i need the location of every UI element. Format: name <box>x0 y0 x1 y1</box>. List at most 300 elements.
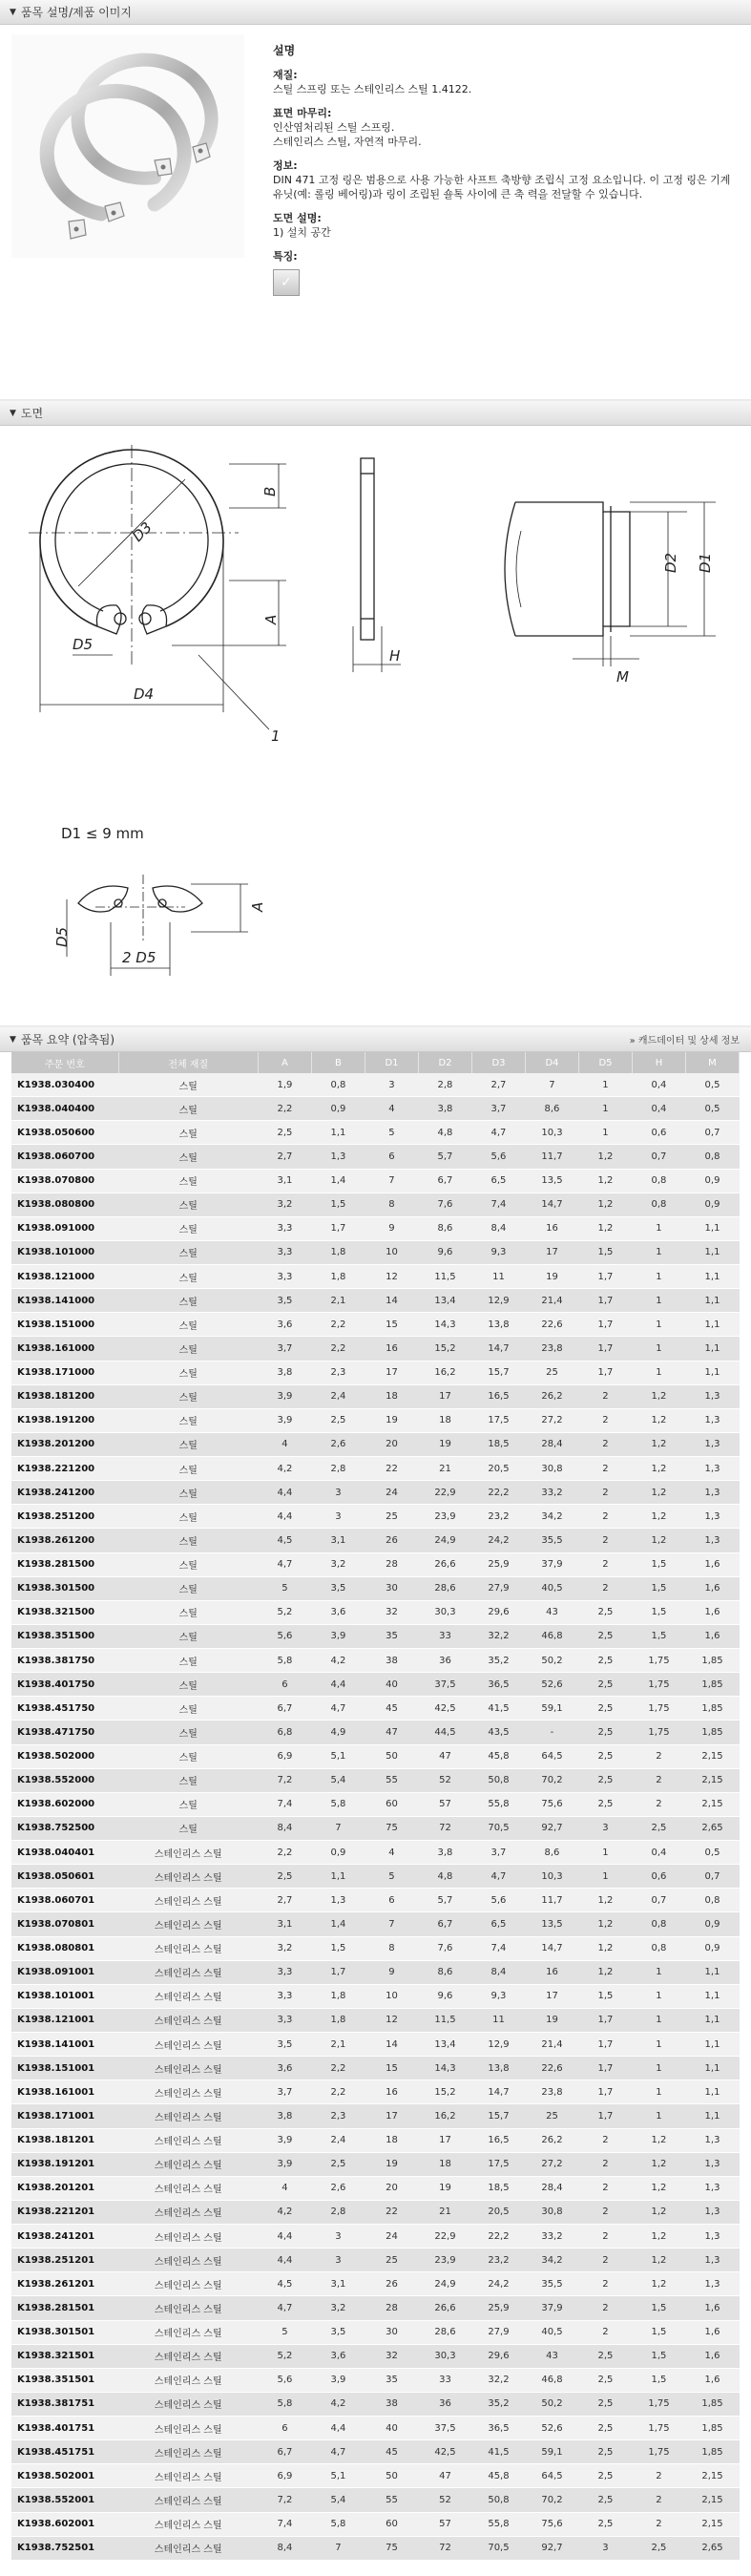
table-row[interactable] <box>11 1193 740 1216</box>
dimension-cell: 5,1 <box>311 2464 365 2488</box>
dimension-cell: 3,6 <box>311 1600 365 1624</box>
dimension-cell: 7,4 <box>471 1193 525 1216</box>
dimension-cell: 2 <box>578 1457 632 1481</box>
order-number-cell[interactable]: K1938.040401 <box>11 1841 118 1865</box>
table-row[interactable] <box>11 2320 740 2344</box>
dimension-cell: 8,6 <box>418 1960 471 1984</box>
dimension-cell: 16 <box>365 1337 418 1361</box>
dimension-cell: 4,2 <box>311 1649 365 1673</box>
dimension-cell: 75,6 <box>525 1792 578 1816</box>
order-number-cell[interactable]: K1938.752501 <box>11 2536 118 2560</box>
collapse-triangle-icon[interactable]: ▼ <box>10 408 16 418</box>
dimension-cell: 16 <box>525 1216 578 1240</box>
cad-data-link[interactable]: » 캐드데이터 및 상세 정보 <box>629 1036 740 1046</box>
table-row[interactable] <box>11 2296 740 2320</box>
dimension-cell: 20 <box>365 1432 418 1456</box>
order-number-cell[interactable]: K1938.351501 <box>11 2368 118 2392</box>
dimension-cell: 6,8 <box>258 1721 311 1744</box>
dimension-cell: 1,85 <box>685 2417 739 2440</box>
order-number-cell[interactable]: K1938.752500 <box>11 1816 118 1840</box>
order-number-cell[interactable]: K1938.030400 <box>11 1073 118 1097</box>
dimension-cell: 34,2 <box>525 2249 578 2272</box>
collapse-triangle-icon[interactable]: ▼ <box>10 1034 16 1045</box>
order-number-cell[interactable]: K1938.101000 <box>11 1240 118 1264</box>
dimension-cell: 1,8 <box>311 1984 365 2008</box>
dimension-cell: 1 <box>578 1121 632 1145</box>
order-number-cell[interactable]: K1938.080800 <box>11 1193 118 1216</box>
dimension-cell: 3,3 <box>258 1240 311 1264</box>
dimension-cell: 2,7 <box>258 1145 311 1169</box>
dimension-cell: 5,6 <box>258 1624 311 1648</box>
dimension-cell: 2,1 <box>311 2033 365 2057</box>
dimension-cell: 36 <box>418 2392 471 2416</box>
table-row[interactable] <box>11 1289 740 1313</box>
order-number-cell[interactable]: K1938.201200 <box>11 1432 118 1456</box>
dimension-cell: 2,5 <box>258 1121 311 1145</box>
table-row[interactable] <box>11 1265 740 1289</box>
dimension-cell: 2 <box>578 1408 632 1432</box>
dimension-cell: 46,8 <box>525 1624 578 1648</box>
table-row[interactable] <box>11 1097 740 1121</box>
order-number-cell[interactable]: K1938.261201 <box>11 2272 118 2296</box>
dimension-cell: 55 <box>365 1768 418 1792</box>
dimension-cell: 0,4 <box>632 1841 685 1865</box>
material-cell: 스테인리스 스틸 <box>118 2080 258 2104</box>
table-row[interactable] <box>11 2392 740 2416</box>
table-row[interactable] <box>11 2152 740 2176</box>
dimension-cell: 1,8 <box>311 1240 365 1264</box>
table-row[interactable] <box>11 2272 740 2296</box>
table-row[interactable] <box>11 1361 740 1384</box>
dimension-cell: 13,5 <box>525 1912 578 1936</box>
dimension-cell: 2,4 <box>311 1384 365 1408</box>
dimension-cell: 2,5 <box>578 2368 632 2392</box>
table-row[interactable] <box>11 1960 740 1984</box>
order-number-cell[interactable]: K1938.321501 <box>11 2344 118 2368</box>
order-number-cell[interactable]: K1938.301500 <box>11 1576 118 1600</box>
dimension-cell: 1,5 <box>632 1600 685 1624</box>
dimension-cell: 1,4 <box>311 1912 365 1936</box>
table-row[interactable] <box>11 2176 740 2200</box>
drawing-panel <box>0 401 751 1025</box>
dimension-cell: 2,7 <box>258 1889 311 1912</box>
dimension-cell: 1,1 <box>685 2033 739 2057</box>
material-cell: 스테인리스 스틸 <box>118 2249 258 2272</box>
table-row[interactable] <box>11 2440 740 2464</box>
table-row[interactable] <box>11 1384 740 1408</box>
dimension-cell: 2,5 <box>311 1408 365 1432</box>
table-row[interactable] <box>11 2128 740 2152</box>
table-row[interactable] <box>11 1313 740 1337</box>
order-number-cell[interactable]: K1938.401750 <box>11 1673 118 1697</box>
dimension-cell: 3,9 <box>258 1408 311 1432</box>
order-number-cell[interactable]: K1938.060701 <box>11 1889 118 1912</box>
material-cell: 스틸 <box>118 1576 258 1600</box>
dimension-cell: 1,6 <box>685 1600 739 1624</box>
material-cell: 스틸 <box>118 1432 258 1456</box>
dimension-cell: 50,2 <box>525 1649 578 1673</box>
dimension-cell: 23,2 <box>471 1505 525 1529</box>
dimension-cell: 1,1 <box>685 1216 739 1240</box>
order-number-cell[interactable]: K1938.251200 <box>11 1505 118 1529</box>
dimension-cell: 7 <box>365 1169 418 1193</box>
dimension-cell: 2,5 <box>311 2152 365 2176</box>
dimension-cell: 1 <box>632 1216 685 1240</box>
order-number-cell[interactable]: K1938.221200 <box>11 1457 118 1481</box>
dimension-cell: 14 <box>365 1289 418 1313</box>
dimension-cell: 3,5 <box>311 1576 365 1600</box>
dimension-cell: 2,5 <box>578 1744 632 1768</box>
dimension-cell: 2 <box>578 1529 632 1552</box>
table-row[interactable] <box>11 1216 740 1240</box>
dimension-cell: 2 <box>578 2272 632 2296</box>
table-row[interactable] <box>11 1169 740 1193</box>
order-number-cell[interactable]: K1938.171001 <box>11 2104 118 2128</box>
dimension-cell: 55 <box>365 2488 418 2512</box>
table-row[interactable] <box>11 2225 740 2249</box>
table-row[interactable] <box>11 1649 740 1673</box>
material-cell: 스틸 <box>118 1792 258 1816</box>
table-row[interactable] <box>11 1768 740 1792</box>
column-header[interactable]: H <box>632 1052 685 1073</box>
dimension-cell: 1,2 <box>632 2176 685 2200</box>
table-row[interactable] <box>11 2104 740 2128</box>
dimension-cell: 72 <box>418 1816 471 1840</box>
material-cell: 스테인리스 스틸 <box>118 2417 258 2440</box>
table-row[interactable] <box>11 1865 740 1889</box>
dimension-cell: 1,85 <box>685 1649 739 1673</box>
order-number-cell[interactable]: K1938.050600 <box>11 1121 118 1145</box>
material-cell: 스틸 <box>118 1097 258 1121</box>
table-row[interactable] <box>11 1792 740 1816</box>
order-number-cell[interactable]: K1938.281500 <box>11 1552 118 1576</box>
dimension-cell: - <box>525 1721 578 1744</box>
order-number-cell[interactable]: K1938.091001 <box>11 1960 118 1984</box>
order-number-cell[interactable]: K1938.552000 <box>11 1768 118 1792</box>
table-row[interactable] <box>11 1744 740 1768</box>
material-cell: 스틸 <box>118 1337 258 1361</box>
dimension-cell: 2,2 <box>258 1841 311 1865</box>
order-number-cell[interactable]: K1938.080801 <box>11 1936 118 1960</box>
order-number-cell[interactable]: K1938.241201 <box>11 2225 118 2249</box>
table-row[interactable] <box>11 1816 740 1840</box>
dimension-cell: 11 <box>471 1265 525 1289</box>
order-number-cell[interactable]: K1938.381751 <box>11 2392 118 2416</box>
table-row[interactable] <box>11 1240 740 1264</box>
material-cell: 스틸 <box>118 1121 258 1145</box>
dimension-cell: 3,6 <box>258 2057 311 2080</box>
dimension-cell: 0,8 <box>632 1912 685 1936</box>
dimension-cell: 1,2 <box>578 1169 632 1193</box>
dimension-cell: 1,2 <box>632 2152 685 2176</box>
column-header[interactable]: B <box>311 1052 365 1073</box>
column-header[interactable]: M <box>685 1052 739 1073</box>
dimension-cell: 1,1 <box>685 1361 739 1384</box>
dimension-cell: 0,7 <box>685 1121 739 1145</box>
checkmark-icon[interactable]: ✓ <box>273 269 300 296</box>
table-row[interactable] <box>11 1552 740 1576</box>
dimension-cell: 1,5 <box>311 1193 365 1216</box>
description-panel <box>0 0 751 399</box>
dimension-cell: 4 <box>365 1097 418 1121</box>
dimension-cell: 0,5 <box>685 1841 739 1865</box>
table-row[interactable] <box>11 1145 740 1169</box>
dimension-cell: 0,9 <box>311 1097 365 1121</box>
section-header-drawing[interactable] <box>0 401 751 426</box>
order-number-cell[interactable]: K1938.091000 <box>11 1216 118 1240</box>
order-number-cell[interactable]: K1938.502000 <box>11 1744 118 1768</box>
column-header[interactable]: D1 <box>365 1052 418 1073</box>
order-number-cell[interactable]: K1938.451751 <box>11 2440 118 2464</box>
table-row[interactable] <box>11 1673 740 1697</box>
order-number-cell[interactable]: K1938.121000 <box>11 1265 118 1289</box>
dimension-cell: 7 <box>365 1912 418 1936</box>
order-number-cell[interactable]: K1938.351500 <box>11 1624 118 1648</box>
dimension-cell: 7,2 <box>258 1768 311 1792</box>
order-number-cell[interactable]: K1938.141000 <box>11 1289 118 1313</box>
column-header[interactable]: 주문 번호 <box>11 1052 118 1073</box>
dimension-cell: 1,5 <box>578 1984 632 2008</box>
order-number-cell[interactable]: K1938.251201 <box>11 2249 118 2272</box>
dimension-cell: 15,7 <box>471 2104 525 2128</box>
dimension-cell: 2,15 <box>685 1744 739 1768</box>
order-number-cell[interactable]: K1938.401751 <box>11 2417 118 2440</box>
table-row[interactable] <box>11 1576 740 1600</box>
table-row[interactable] <box>11 2033 740 2057</box>
order-number-cell[interactable]: K1938.451750 <box>11 1697 118 1721</box>
order-number-cell[interactable]: K1938.070800 <box>11 1169 118 1193</box>
dimension-cell: 1,3 <box>685 1481 739 1505</box>
order-number-cell[interactable]: K1938.161001 <box>11 2080 118 2104</box>
dimension-cell: 47 <box>418 1744 471 1768</box>
dimension-cell: 23,8 <box>525 2080 578 2104</box>
label-B: B <box>261 486 279 496</box>
table-row[interactable] <box>11 2008 740 2032</box>
order-number-cell[interactable]: K1938.050601 <box>11 1865 118 1889</box>
dimension-cell: 6,7 <box>418 1169 471 1193</box>
dimension-cell: 1,7 <box>578 1289 632 1313</box>
table-row[interactable] <box>11 1936 740 1960</box>
table-row[interactable] <box>11 2512 740 2536</box>
order-number-cell[interactable]: K1938.040400 <box>11 1097 118 1121</box>
table-row[interactable] <box>11 2200 740 2224</box>
order-number-cell[interactable]: K1938.471750 <box>11 1721 118 1744</box>
dimension-cell: 4,8 <box>418 1865 471 1889</box>
table-row[interactable] <box>11 2057 740 2080</box>
dimension-cell: 6 <box>365 1889 418 1912</box>
dimension-cell: 18 <box>365 1384 418 1408</box>
dimension-cell: 1,7 <box>578 2057 632 2080</box>
dimension-cell: 16,5 <box>471 1384 525 1408</box>
dimension-cell: 9 <box>365 1216 418 1240</box>
dimension-cell: 4,7 <box>471 1865 525 1889</box>
dimension-cell: 6 <box>365 1145 418 1169</box>
dimension-cell: 57 <box>418 2512 471 2536</box>
table-row[interactable] <box>11 1721 740 1744</box>
dimension-cell: 30 <box>365 2320 418 2344</box>
material-cell: 스테인리스 스틸 <box>118 1960 258 1984</box>
table-row[interactable] <box>11 2368 740 2392</box>
dimension-cell: 3 <box>311 1481 365 1505</box>
column-header[interactable]: 전체 재질 <box>118 1052 258 1073</box>
order-number-cell[interactable]: K1938.201201 <box>11 2176 118 2200</box>
collapse-triangle-icon[interactable]: ▼ <box>10 7 16 17</box>
dimension-cell: 1,2 <box>632 2128 685 2152</box>
dimension-cell: 5 <box>365 1865 418 1889</box>
table-row[interactable] <box>11 1889 740 1912</box>
dimension-cell: 3,2 <box>258 1193 311 1216</box>
dimension-cell: 19 <box>525 2008 578 2032</box>
dimension-cell: 28 <box>365 1552 418 1576</box>
dimension-cell: 1,7 <box>578 2008 632 2032</box>
dimension-cell: 5 <box>258 2320 311 2344</box>
table-row[interactable] <box>11 2344 740 2368</box>
dimension-cell: 10,3 <box>525 1121 578 1145</box>
order-number-cell[interactable]: K1938.181200 <box>11 1384 118 1408</box>
order-number-cell[interactable]: K1938.191200 <box>11 1408 118 1432</box>
dimension-cell: 4,9 <box>311 1721 365 1744</box>
order-number-cell[interactable]: K1938.191201 <box>11 2152 118 2176</box>
order-number-cell[interactable]: K1938.281501 <box>11 2296 118 2320</box>
dimension-cell: 22 <box>365 1457 418 1481</box>
table-row[interactable] <box>11 1529 740 1552</box>
section-header-description[interactable] <box>0 0 751 25</box>
dimension-cell: 2,5 <box>578 1768 632 1792</box>
dimension-cell: 2,5 <box>578 2392 632 2416</box>
order-number-cell[interactable]: K1938.602000 <box>11 1792 118 1816</box>
order-number-cell[interactable]: K1938.301501 <box>11 2320 118 2344</box>
column-header[interactable]: A <box>258 1052 311 1073</box>
dimension-cell: 43 <box>525 1600 578 1624</box>
order-number-cell[interactable]: K1938.381750 <box>11 1649 118 1673</box>
dimension-cell: 2,1 <box>311 1289 365 1313</box>
material-cell: 스테인리스 스틸 <box>118 2344 258 2368</box>
table-row[interactable] <box>11 2464 740 2488</box>
order-number-cell[interactable]: K1938.602001 <box>11 2512 118 2536</box>
table-row[interactable] <box>11 1697 740 1721</box>
dimension-cell: 9,3 <box>471 1240 525 1264</box>
table-row[interactable] <box>11 1505 740 1529</box>
column-header[interactable]: D3 <box>471 1052 525 1073</box>
dimension-cell: 55,8 <box>471 2512 525 2536</box>
dimension-cell: 7,2 <box>258 2488 311 2512</box>
order-number-cell[interactable]: K1938.502001 <box>11 2464 118 2488</box>
dimension-cell: 1,2 <box>632 2225 685 2249</box>
dimension-cell: 27,2 <box>525 1408 578 1432</box>
material-cell: 스틸 <box>118 1552 258 1576</box>
table-row[interactable] <box>11 1337 740 1361</box>
table-row[interactable] <box>11 1121 740 1145</box>
dimension-cell: 3,6 <box>311 2344 365 2368</box>
dimension-cell: 25 <box>365 1505 418 1529</box>
order-number-cell[interactable]: K1938.101001 <box>11 1984 118 2008</box>
table-row[interactable] <box>11 1984 740 2008</box>
table-row[interactable] <box>11 2536 740 2560</box>
technical-drawing <box>0 426 751 1025</box>
dimension-cell: 3,8 <box>258 2104 311 2128</box>
order-number-cell[interactable]: K1938.151001 <box>11 2057 118 2080</box>
dimension-cell: 1,7 <box>578 1361 632 1384</box>
order-number-cell[interactable]: K1938.161000 <box>11 1337 118 1361</box>
dimension-cell: 5,1 <box>311 1744 365 1768</box>
dimension-cell: 1,5 <box>632 1552 685 1576</box>
table-row[interactable] <box>11 1432 740 1456</box>
table-row[interactable] <box>11 2417 740 2440</box>
table-row[interactable] <box>11 1841 740 1865</box>
table-row[interactable] <box>11 1408 740 1432</box>
dimension-cell: 1,2 <box>632 1529 685 1552</box>
table-row[interactable] <box>11 1600 740 1624</box>
order-number-cell[interactable]: K1938.141001 <box>11 2033 118 2057</box>
order-number-cell[interactable]: K1938.181201 <box>11 2128 118 2152</box>
dimension-cell: 1,2 <box>578 1912 632 1936</box>
dimension-cell: 0,8 <box>685 1889 739 1912</box>
dimension-cell: 1,2 <box>632 1457 685 1481</box>
dimension-cell: 3,2 <box>311 2296 365 2320</box>
dimension-cell: 1,7 <box>578 2104 632 2128</box>
order-number-cell[interactable]: K1938.151000 <box>11 1313 118 1337</box>
order-number-cell[interactable]: K1938.321500 <box>11 1600 118 1624</box>
order-number-cell[interactable]: K1938.060700 <box>11 1145 118 1169</box>
dimension-cell: 14,7 <box>525 1936 578 1960</box>
section-header-table[interactable] <box>0 1027 751 1052</box>
dimension-cell: 2,5 <box>258 1865 311 1889</box>
dimension-cell: 3,7 <box>471 1097 525 1121</box>
drawing-text: 1) 설치 공간 <box>273 226 331 239</box>
table-row[interactable] <box>11 1481 740 1505</box>
dimension-cell: 3,9 <box>258 2152 311 2176</box>
table-row[interactable] <box>11 1073 740 1097</box>
dimension-cell: 15 <box>365 1313 418 1337</box>
column-header[interactable]: D2 <box>418 1052 471 1073</box>
label-M: M <box>616 668 629 686</box>
table-row[interactable] <box>11 1912 740 1936</box>
dimension-cell: 3,3 <box>258 1960 311 1984</box>
order-number-cell[interactable]: K1938.261200 <box>11 1529 118 1552</box>
dimension-cell: 0,9 <box>685 1169 739 1193</box>
column-header[interactable]: D5 <box>578 1052 632 1073</box>
order-number-cell[interactable]: K1938.171000 <box>11 1361 118 1384</box>
dimension-cell: 2 <box>632 1768 685 1792</box>
table-row[interactable] <box>11 1624 740 1648</box>
dimension-cell: 8,4 <box>471 1960 525 1984</box>
dimension-cell: 1,5 <box>632 1624 685 1648</box>
material-cell: 스틸 <box>118 1600 258 1624</box>
dimension-cell: 1,3 <box>685 1529 739 1552</box>
dimension-cell: 1,3 <box>685 1432 739 1456</box>
dimension-cell: 11 <box>471 2008 525 2032</box>
material-cell: 스테인리스 스틸 <box>118 2200 258 2224</box>
order-number-cell[interactable]: K1938.241200 <box>11 1481 118 1505</box>
order-number-cell[interactable]: K1938.552001 <box>11 2488 118 2512</box>
dimension-cell: 3 <box>578 2536 632 2560</box>
table-row[interactable] <box>11 2249 740 2272</box>
dimension-cell: 1,3 <box>685 1408 739 1432</box>
dimension-cell: 64,5 <box>525 2464 578 2488</box>
order-number-cell[interactable]: K1938.221201 <box>11 2200 118 2224</box>
dimension-cell: 8 <box>365 1936 418 1960</box>
material-cell: 스테인리스 스틸 <box>118 1984 258 2008</box>
dimension-cell: 8,4 <box>471 1216 525 1240</box>
table-row[interactable] <box>11 2488 740 2512</box>
dimension-cell: 21,4 <box>525 2033 578 2057</box>
table-row[interactable] <box>11 2080 740 2104</box>
dimension-cell: 0,5 <box>685 1097 739 1121</box>
column-header[interactable]: D4 <box>525 1052 578 1073</box>
table-row[interactable] <box>11 1457 740 1481</box>
order-number-cell[interactable]: K1938.121001 <box>11 2008 118 2032</box>
order-number-cell[interactable]: K1938.070801 <box>11 1912 118 1936</box>
